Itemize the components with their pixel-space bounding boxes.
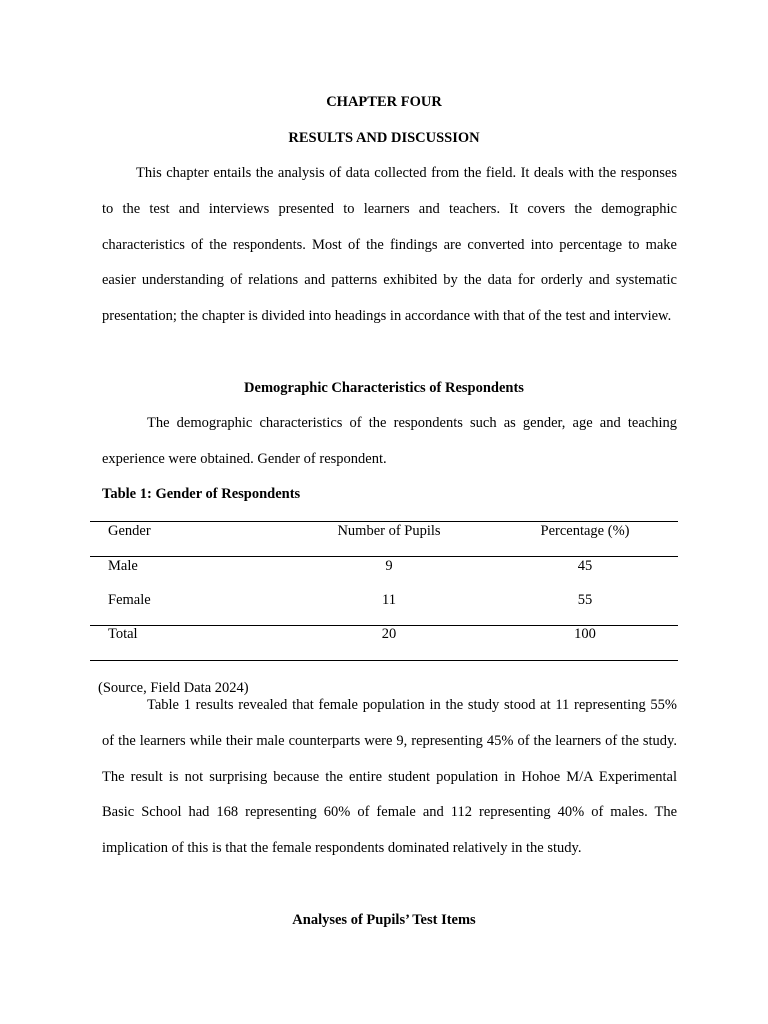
results-paragraph: Table 1 results revealed that female population in the study stood at 11 representing 55% of the learners while their male counterparts were 9, representing 45% of the learners of the study. The result is not surprising because the entire student population in Hohoe M/A Experimental Basic School had 168 representing 60% of female and 112 representing 40% of males. The implication of this is that the female respondents dominated relatively in the study. bbox=[102, 697, 677, 857]
header-number-of-pupils: Number of Pupils bbox=[337, 523, 441, 539]
row-total-percentage: 100 bbox=[574, 626, 596, 642]
row-male-count: 9 bbox=[385, 558, 393, 574]
row-total-label: Total bbox=[108, 626, 138, 642]
header-percentage: Percentage (%) bbox=[540, 523, 630, 539]
header-gender: Gender bbox=[108, 523, 151, 539]
row-female-count: 11 bbox=[382, 592, 396, 608]
row-male-gender: Male bbox=[108, 558, 138, 574]
demographic-paragraph: The demographic characteristics of the respondents such as gender, age and teaching experience were obtained. Gender of respondent. bbox=[102, 415, 677, 467]
section-title: RESULTS AND DISCUSSION bbox=[288, 130, 480, 146]
table-bottom-rule bbox=[90, 660, 678, 661]
intro-paragraph: This chapter entails the analysis of data collected from the field. It deals with the responses to the test and interviews presented to learners and teachers. It covers the demographic characteristics of the respondents. Most of the findings are converted into percentage to make easier understanding of relations and patterns exhibited by the data for orderly and systematic presentation; the chapter is divided into headings in accordance with that of the test and interview. bbox=[102, 165, 677, 325]
row-female-gender: Female bbox=[108, 592, 151, 608]
row-female-percentage: 55 bbox=[577, 592, 593, 608]
next-section-heading: Analyses of Pupils’ Test Items bbox=[292, 912, 476, 928]
table-source: (Source, Field Data 2024) bbox=[98, 680, 249, 696]
row-total-count: 20 bbox=[381, 626, 397, 642]
table-title: Table 1: Gender of Respondents bbox=[102, 486, 301, 502]
row-male-percentage: 45 bbox=[577, 558, 593, 574]
demographic-heading: Demographic Characteristics of Respondents bbox=[244, 380, 524, 396]
chapter-title: CHAPTER FOUR bbox=[326, 94, 442, 110]
